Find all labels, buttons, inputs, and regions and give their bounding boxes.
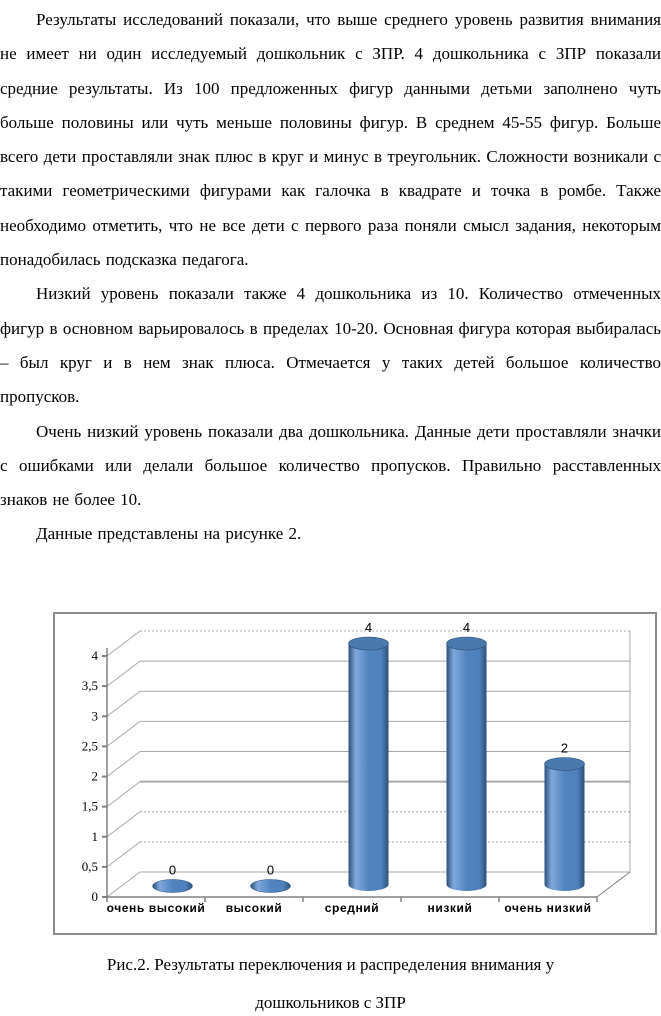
chart-bar bbox=[545, 758, 585, 892]
gridline-diagonal bbox=[107, 872, 140, 897]
cylinder-top bbox=[545, 758, 585, 771]
y-axis-label: 3 bbox=[91, 708, 98, 724]
paragraph-figure-reference: Данные представлены на рисунке 2. bbox=[36, 524, 302, 544]
y-axis-label: 1,5 bbox=[81, 798, 98, 814]
paragraph-low-level: Низкий уровень показали также 4 дошкольника из 10. Количество отмеченных фигур в основном варьировалось в пределах 10-20. Основная фигура которая выбиралась – был круг и в нем знак плюса. Отмечается у таких детей большое количество пропусков. bbox=[0, 284, 661, 407]
chart-value-label: 4 bbox=[364, 620, 373, 635]
gridline-diagonal bbox=[107, 631, 140, 656]
gridline-diagonal bbox=[107, 752, 140, 777]
figure-caption-line-2: дошкольников с ЗПР bbox=[255, 993, 406, 1012]
gridline-diagonal bbox=[107, 782, 140, 807]
paragraph-results-overview: Результаты исследований показали, что выше среднего уровень развития внимания не имеет ни один исследуемый дошкольник с ЗПР. 4 дошкольника с ЗПР показали средние результаты. Из 100 предложенных фигур данными детьми заполнено чуть больше половины или чуть меньше половины фигур. В среднем 45-55 фигур. Больше всего дети проставляли знак плюс в круг и минус в треугольник. Сложности возникали с такими геометрическими фигурами как галочка в квадрате и точка в ромбе. Также необходимо отметить, что не все дети с первого раза поняли смысл задания, некоторым понадобилась подсказка педагога. bbox=[0, 10, 661, 270]
cylinder-flat bbox=[153, 880, 193, 893]
chart-value-label: 0 bbox=[266, 862, 275, 878]
chart-bar bbox=[447, 637, 487, 891]
cylinder-top bbox=[447, 637, 487, 650]
gridline-diagonal bbox=[107, 721, 140, 746]
gridline-diagonal bbox=[107, 691, 140, 716]
y-axis-label: 0 bbox=[91, 889, 98, 904]
figure-2-chart-frame bbox=[53, 612, 657, 935]
cylinder-body bbox=[545, 764, 585, 885]
y-axis-label: 4 bbox=[91, 648, 98, 663]
gridline-diagonal bbox=[107, 812, 140, 837]
x-axis-category-label: средний bbox=[324, 901, 380, 915]
y-axis-label: 2 bbox=[91, 768, 98, 784]
y-axis-label: 0,5 bbox=[81, 858, 98, 874]
gridline-diagonal bbox=[107, 842, 140, 867]
y-axis-label: 1 bbox=[91, 828, 98, 844]
chart-labels bbox=[82, 620, 592, 915]
chart-bar bbox=[251, 880, 291, 893]
chart-value-label: 2 bbox=[560, 740, 569, 756]
gridline-diagonal bbox=[107, 661, 140, 686]
cylinder-flat bbox=[251, 880, 291, 893]
chart-bars bbox=[153, 637, 585, 893]
paragraph-very-low-level: Очень низкий уровень показали два дошкольника. Данные дети проставляли значки с ошибками или делали большое количество пропусков. Правильно расставленных знаков не более 10. bbox=[0, 421, 661, 510]
cylinder-body bbox=[447, 644, 487, 885]
floor-right-edge bbox=[597, 872, 630, 897]
y-axis-label: 3,5 bbox=[81, 678, 98, 694]
figure-caption-line-1: Рис.2. Результаты переключения и распределения внимания у bbox=[106, 955, 555, 974]
cylinder-top bbox=[349, 637, 389, 650]
figure-caption bbox=[0, 946, 661, 1016]
chart-bar bbox=[153, 880, 193, 893]
x-axis-category-label: очень низкий bbox=[504, 901, 592, 915]
chart-bar bbox=[349, 637, 389, 891]
x-axis-category-label: высокий bbox=[225, 901, 283, 915]
x-axis-category-label: очень высокий bbox=[106, 901, 206, 915]
cylinder-body bbox=[349, 644, 389, 885]
chart-value-label: 4 bbox=[462, 620, 471, 635]
y-axis-label: 2,5 bbox=[81, 738, 98, 754]
document-text-block bbox=[0, 3, 661, 552]
x-axis-category-label: низкий bbox=[427, 901, 473, 915]
figure-2-chart bbox=[55, 614, 655, 933]
chart-value-label: 0 bbox=[168, 862, 177, 878]
